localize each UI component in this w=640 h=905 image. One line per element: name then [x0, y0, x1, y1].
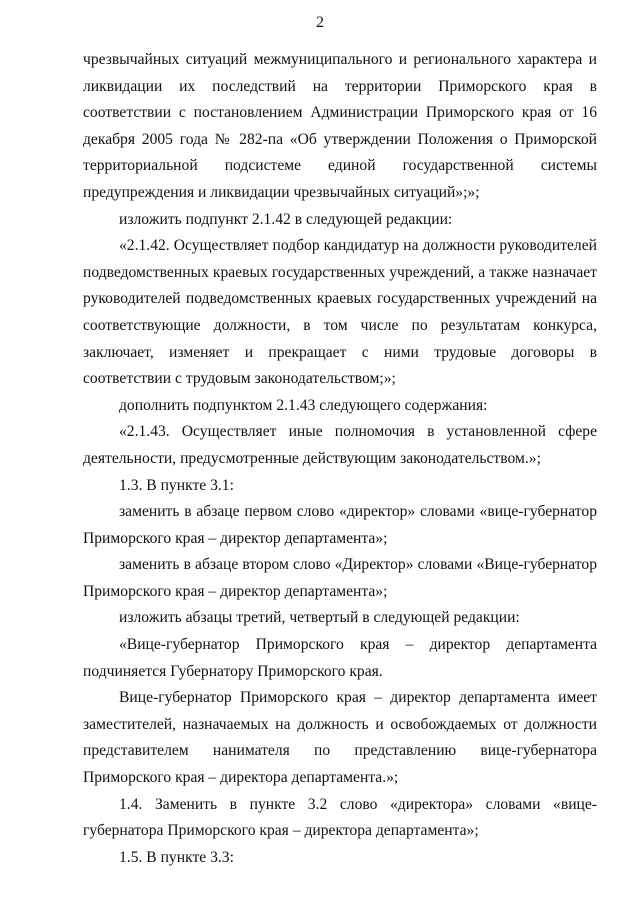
- paragraph-item-1-3: 1.3. В пункте 3.1:: [119, 476, 234, 494]
- paragraph-clause-2-1-42: «2.1.42. Осуществляет подбор кандидатур на должности руководителей подведомственных краевых государственных учреждений, а также назначает руководителей подведомственных краевых государственных учреждений на соответствующие должности, в том числе по результатам конкурса, заключает, изменяет и прекращает с ними трудовые договоры в соответствии с трудовым законодательством;»;: [83, 237, 597, 388]
- paragraph-item-1-4: 1.4. Заменить в пункте 3.2 слово «директора» словами «вице-губернатора Приморского края – директора департамента»;: [83, 795, 597, 840]
- page-number: 2: [316, 14, 324, 31]
- paragraph-deputies: Вице-губернатор Приморского края – директор департамента имеет заместителей, назначаемых на должность и освобождаемых от должности представителем нанимателя по представлению вице-губернатора Приморского края – директора департамента.»;: [83, 689, 597, 787]
- paragraph-instruction-2-1-42: изложить подпункт 2.1.42 в следующей редакции:: [119, 210, 453, 228]
- paragraph-subordination: «Вице-губернатор Приморского края – директор департамента подчиняется Губернатору Приморского края.: [83, 636, 597, 680]
- document-body: [83, 47, 597, 871]
- paragraph-continuation: чрезвычайных ситуаций межмуниципального и регионального характера и ликвидации их последствий на территории Приморского края в соответствии с постановлением Администрации Приморского края от 16 декабря 2005 года № 282-па «Об утверждении Положения о Приморской территориальной подсистеме единой государственной системы предупреждения и ликвидации чрезвычайных ситуаций»;»;: [83, 51, 597, 201]
- paragraph-instruction-2-1-43: дополнить подпунктом 2.1.43 следующего содержания:: [119, 396, 488, 414]
- paragraph-item-1-5: 1.5. В пункте 3.3:: [119, 848, 234, 866]
- paragraph-replace-first: заменить в абзаце первом слово «директор» словами «вице-губернатор Приморского края – директор департамента»;: [83, 503, 597, 547]
- paragraph-clause-2-1-43: «2.1.43. Осуществляет иные полномочия в установленной сфере деятельности, предусмотренные действующим законодательством.»;: [83, 423, 597, 467]
- paragraph-replace-second: заменить в абзаце втором слово «Директор» словами «Вице-губернатор Приморского края – директор департамента»;: [83, 556, 597, 600]
- paragraph-restate-third-fourth: изложить абзацы третий, четвертый в следующей редакции:: [119, 609, 520, 627]
